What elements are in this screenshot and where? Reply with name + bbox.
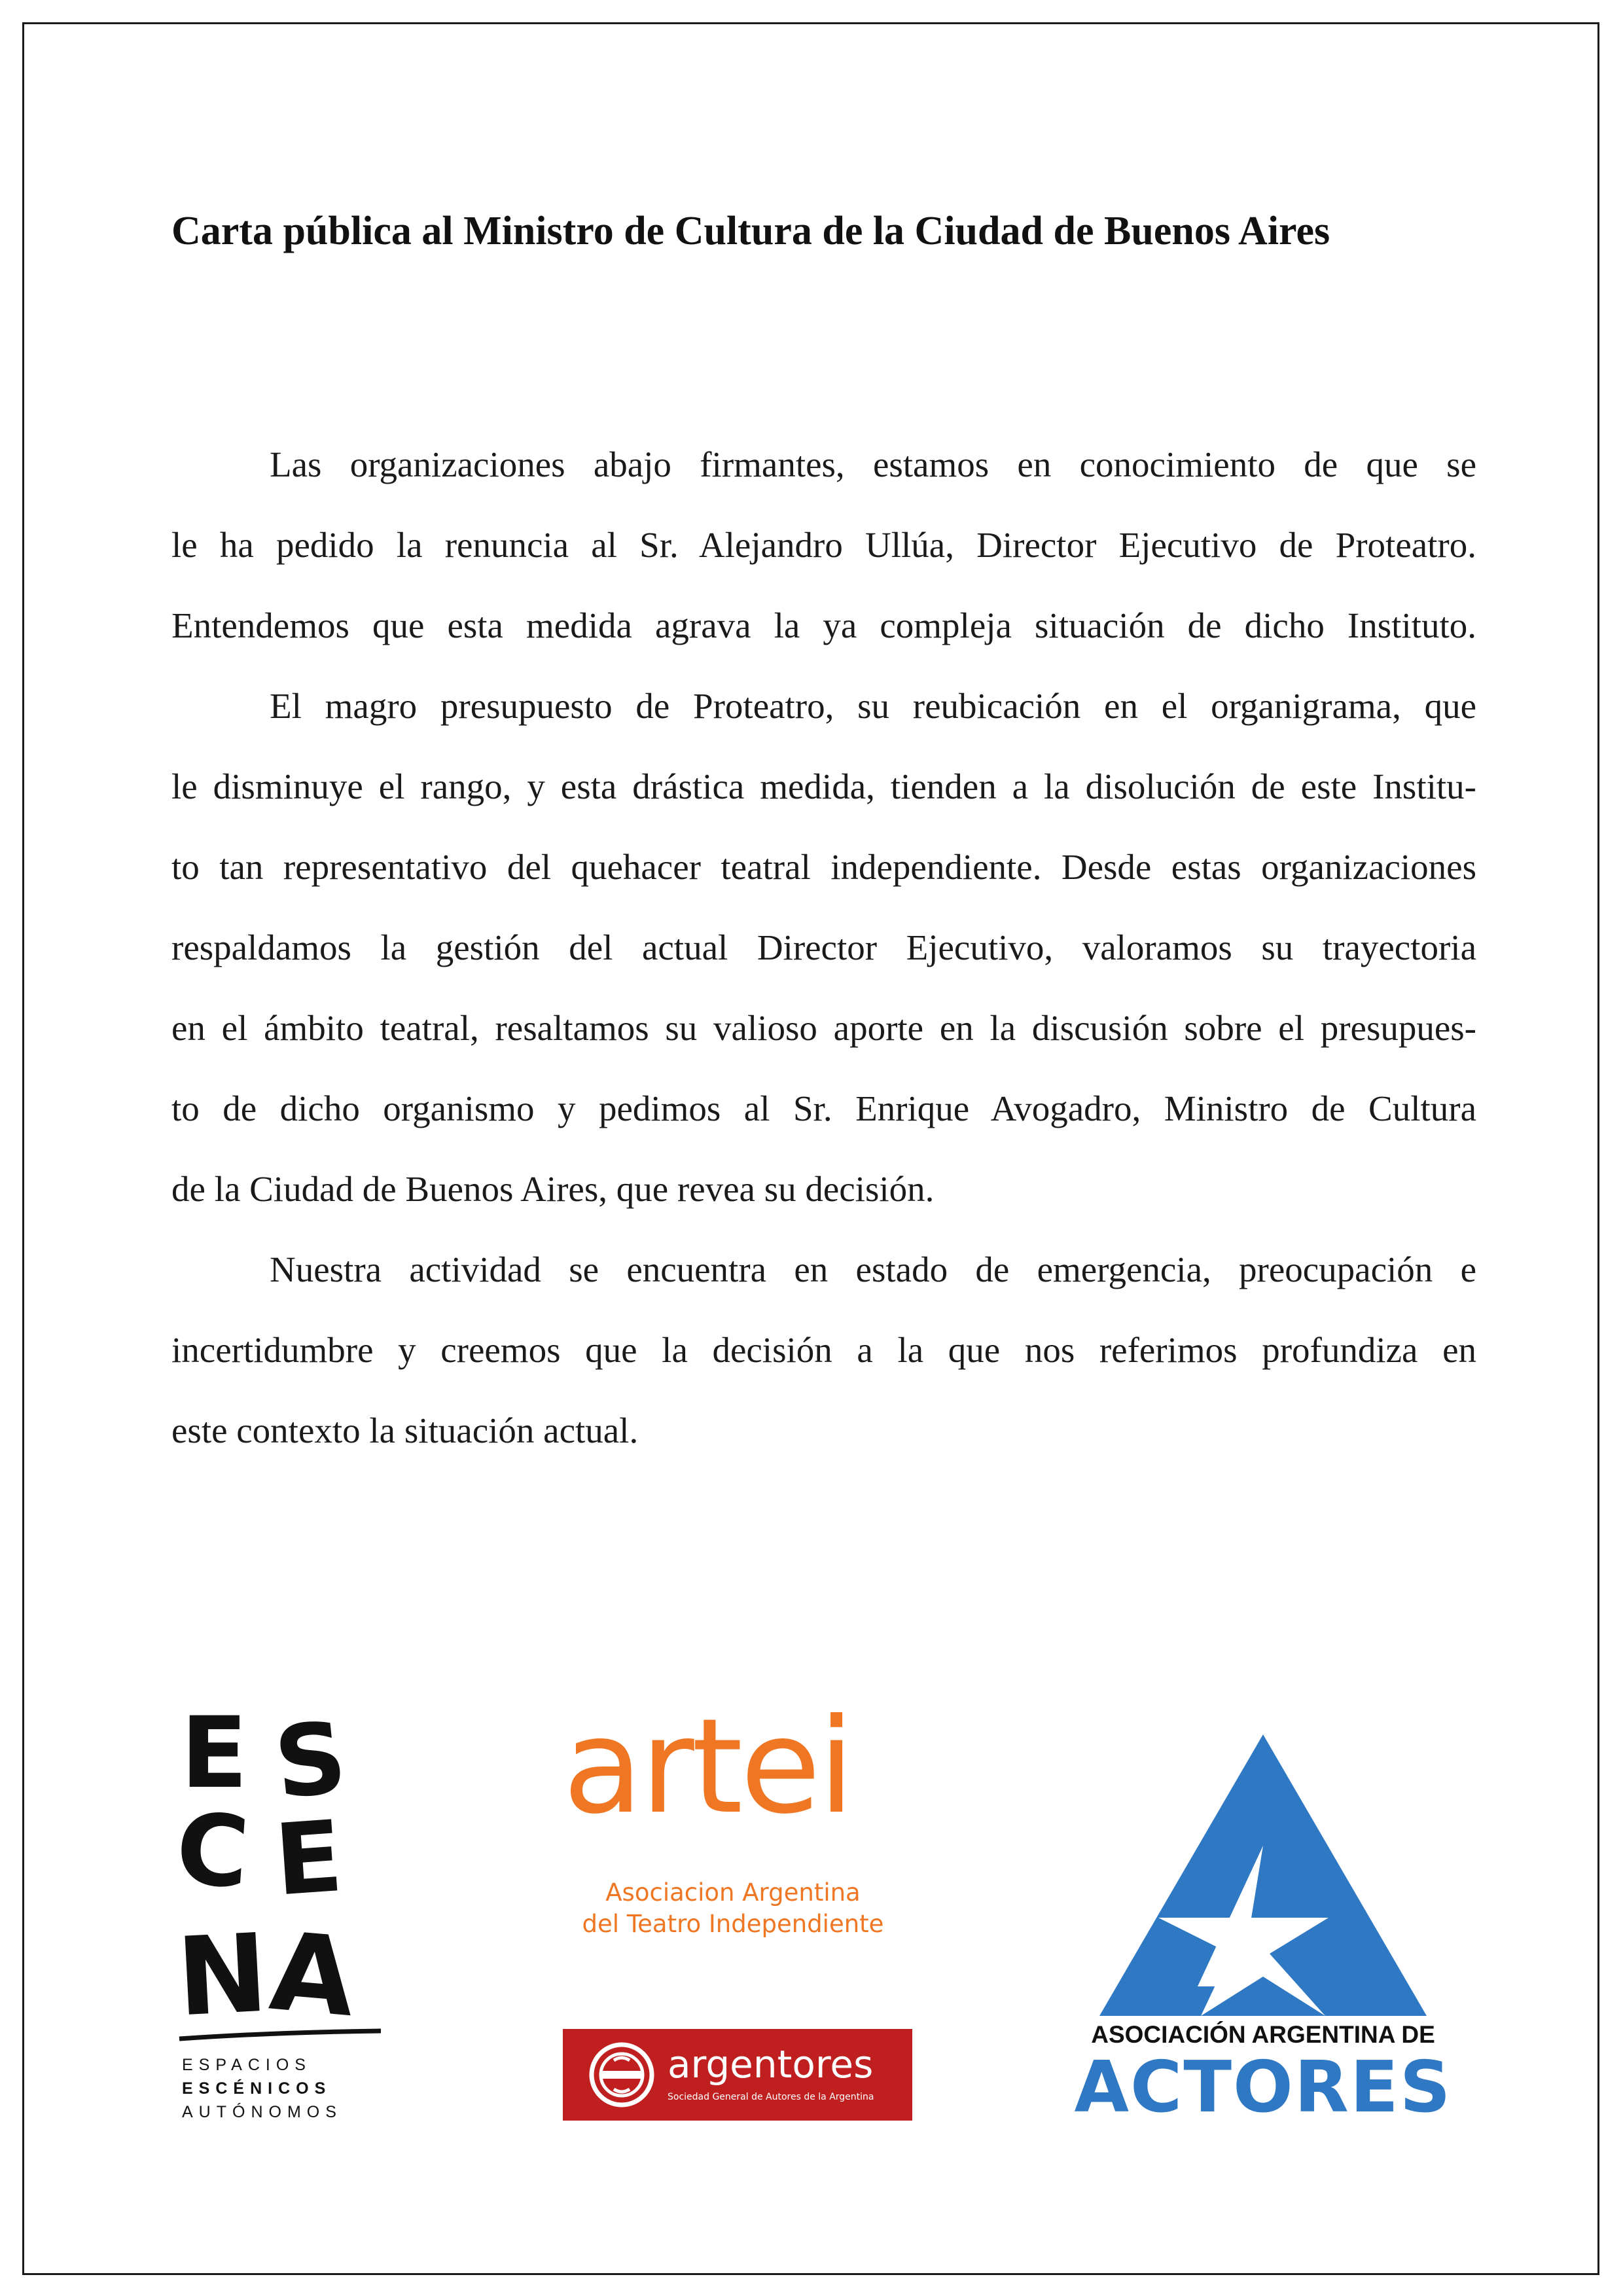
paragraph-line: le ha pedido la renuncia al Sr. Alejandro Ullúa, Director Ejecutivo de Proteatro.: [171, 525, 1476, 565]
paragraph-line: Las organizaciones abajo firmantes, estamos en conocimiento de que se: [270, 444, 1476, 484]
argentores-tagline: Sociedad General de Autores de la Argentina: [668, 2092, 874, 2102]
artei-subtitle-2: del Teatro Independiente: [582, 1910, 884, 1938]
escena-logo-mark: [177, 1705, 386, 2045]
artei-wordmark: artei: [563, 1691, 852, 1843]
paragraph-line: en el ámbito teatral, resaltamos su valioso aporte en la discusión sobre el presupues-: [171, 1008, 1476, 1048]
escena-letter: A: [265, 1908, 360, 2041]
paragraph-line: le disminuye el rango, y esta drástica medida, tienden a la disolución de este Institu-: [171, 766, 1476, 806]
escena-subtitle-3: AUTÓNOMOS: [182, 2103, 342, 2121]
paragraph-line: Nuestra actividad se encuentra en estado de emergencia, preocupación e: [270, 1249, 1476, 1289]
actores-heading: ASOCIACIÓN ARGENTINA DE: [1091, 2021, 1435, 2048]
escena-letter: E: [271, 1799, 346, 1918]
paragraph-line: to de dicho organismo y pedimos al Sr. Enrique Avogadro, Ministro de Cultura: [171, 1088, 1476, 1128]
paragraph-line: respaldamos la gestión del actual Director Ejecutivo, valoramos su trayectoria: [171, 927, 1476, 967]
letter-body: [171, 439, 1476, 1485]
escena-letter: C: [177, 1792, 253, 1911]
escena-letter: E: [181, 1705, 248, 1810]
escena-letter: N: [177, 1910, 271, 2041]
paragraph-line: El magro presupuesto de Proteatro, su reubicación en el organigrama, que: [270, 686, 1476, 726]
paragraph-line: Entendemos que esta medida agrava la ya compleja situación de dicho Instituto.: [171, 605, 1476, 645]
escena-subtitle-1: ESPACIOS: [182, 2056, 312, 2074]
actores-logo: [1067, 1728, 1459, 2134]
paragraph-line: este contexto la situación actual.: [171, 1410, 639, 1450]
document-title: Carta pública al Ministro de Cultura de la Ciudad de Buenos Aires: [171, 209, 1330, 253]
escena-letter: S: [269, 1705, 352, 1821]
paragraph-line: to tan representativo del quehacer teatral independiente. Desde estas organizaciones: [171, 847, 1476, 887]
argentores-emblem-icon: [576, 2029, 668, 2121]
paragraph-line: de la Ciudad de Buenos Aires, que revea su decisión.: [171, 1169, 935, 1209]
escena-logo: [177, 1705, 386, 2124]
artei-subtitle-1: Asociacion Argentina: [605, 1878, 861, 1907]
actores-triangle-star-icon: [1067, 1728, 1459, 2016]
argentores-wordmark: argentores: [668, 2042, 874, 2087]
actores-wordmark: ACTORES: [1074, 2047, 1452, 2128]
escena-subtitle-2: ESCÉNICOS: [182, 2079, 332, 2098]
argentores-logo: [563, 2029, 912, 2121]
artei-logo: [563, 1691, 903, 1938]
paragraph-line: incertidumbre y creemos que la decisión a la que nos referimos profundiza en: [171, 1330, 1476, 1370]
